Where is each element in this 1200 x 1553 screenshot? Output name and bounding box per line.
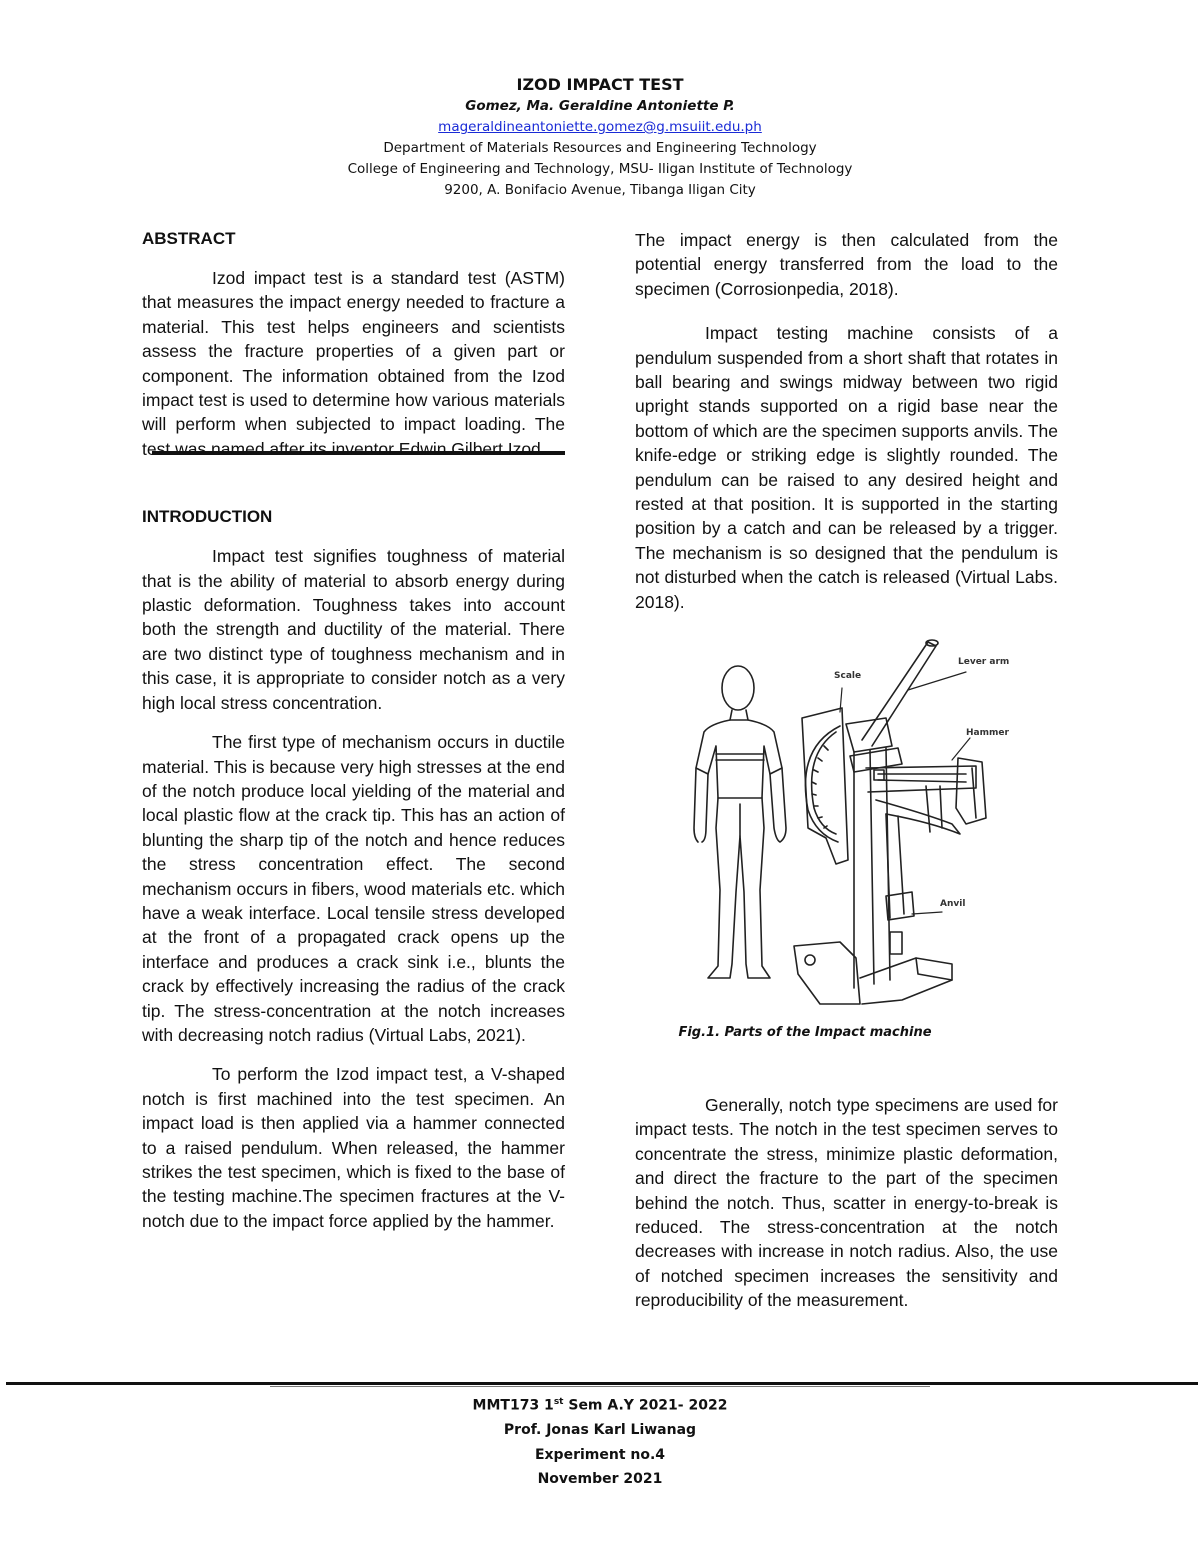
abstract-heading: ABSTRACT bbox=[142, 229, 236, 248]
course-line bbox=[0, 1390, 1200, 1418]
footer-divider bbox=[6, 1382, 1198, 1385]
author-email-link[interactable]: mageraldineantoniette.gomez@g.msuiit.edu.ph bbox=[438, 119, 762, 135]
right-paragraph-2: Impact testing machine consists of a pendulum suspended from a short shaft that rotates in ball bearing and swings midway between two rigid upright stands supported on a rigid base near the bottom of which are the specimen supports anvils. The knife-edge or striking edge is slightly rounded. The pendulum can be raised to any desired height and rested at that position. It is supported in the starting position by a catch and can be released by a trigger. The mechanism is so designed that the pendulum is not disturbed when the catch is released (Virtual Labs. 2018). bbox=[635, 323, 1058, 612]
affiliation-department: Department of Materials Resources and Engineering Technology bbox=[383, 140, 817, 156]
hammer-head bbox=[956, 758, 986, 824]
professor-name: Prof. Jonas Karl Liwanag bbox=[503, 1422, 697, 1439]
introduction-paragraph-3: To perform the Izod impact test, a V-shaped notch is first machined into the test specimen. An impact load is then applied via a hammer connected to a raised pendulum. When released, the hammer strikes the test specimen, which is fixed to the base of the testing machine.The specimen fractures at the V-notch due to the impact force applied by the hammer. bbox=[142, 1064, 565, 1231]
author-name: Gomez, Ma. Geraldine Antoniette P. bbox=[465, 98, 735, 114]
label-lever-arm: Lever arm bbox=[958, 657, 1010, 667]
right-column-lower bbox=[635, 1093, 1058, 1313]
label-anvil: Anvil bbox=[940, 899, 966, 909]
person-head bbox=[722, 666, 754, 710]
introduction-paragraph-1: Impact test signifies toughness of material that is the ability of material to absorb energy during plastic deformation. Toughness takes into account both the strength and ductility of the material. There are two distinct type of toughness mechanism and in this case, it is appropriate to consider notch as a very high local stress concentration. bbox=[142, 546, 565, 713]
affiliation-address: 9200, A. Bonifacio Avenue, Tibanga Iligan City bbox=[444, 182, 756, 198]
scale-plate bbox=[802, 708, 848, 864]
report-date: November 2021 bbox=[537, 1471, 663, 1488]
course-sup: st bbox=[553, 1397, 564, 1407]
label-hammer: Hammer bbox=[966, 728, 1009, 738]
right-paragraph-1: The impact energy is then calculated from the potential energy transferred from the load to the specimen (Corrosionpedia, 2018). bbox=[635, 230, 1058, 299]
impact-machine-illustration bbox=[690, 628, 1010, 1006]
paper-title: IZOD IMPACT TEST bbox=[516, 75, 684, 94]
footer-divider-thin bbox=[270, 1386, 930, 1387]
person-shirt bbox=[696, 720, 782, 798]
base-left bbox=[794, 942, 860, 1004]
right-column bbox=[635, 228, 1058, 614]
label-scale: Scale bbox=[834, 671, 862, 681]
lever-arm bbox=[862, 642, 936, 746]
left-column bbox=[142, 228, 565, 1233]
course-prefix: MMT173 1 bbox=[472, 1397, 554, 1414]
introduction-heading: INTRODUCTION bbox=[142, 507, 273, 527]
abstract-text: Izod impact test is a standard test (ASTM) that measures the impact energy needed to fracture a material. This test helps engineers and scientists assess the fracture properties of a given part or component. The information obtained from the Izod impact test is used to determine how various materials will perform when subjected to impact loading. The test was named after its inventor Edwin Gilbert Izod. bbox=[142, 268, 565, 459]
right-paragraph-3: Generally, notch type specimens are used for impact tests. The notch in the test specimen serves to concentrate the stress, minimize plastic deformation, and direct the fracture to the part of the specimen behind the notch. Thus, scatter in energy-to-break is reduced. The stress-concentration at the notch decreases with increase in notch radius. Also, the use of notched specimen increases the sensitivity and reproducibility of the measurement. bbox=[635, 1095, 1058, 1311]
affiliation-college: College of Engineering and Technology, MSU- Iligan Institute of Technology bbox=[347, 161, 853, 177]
page-footer bbox=[0, 1390, 1200, 1492]
impact-machine-figure bbox=[690, 628, 1010, 1006]
figure-caption: Fig.1. Parts of the Impact machine bbox=[678, 1025, 932, 1040]
experiment-number: Experiment no.4 bbox=[534, 1446, 666, 1463]
paper-header bbox=[0, 74, 1200, 201]
course-suffix: Sem A.Y 2021- 2022 bbox=[563, 1397, 728, 1414]
introduction-paragraph-2: The first type of mechanism occurs in ductile material. This is because very high stresses at the end of the notch produce local yielding of the material and local plastic flow at the crack tip. This has an action of blunting the sharp tip of the notch and hence reduces the stress concentration effect. The second mechanism occurs in fibers, wood materials etc. which have a weak interface. Local tensile stress developed at the front of a propagated crack opens up the interface and produces a crack sink i.e., blunts the crack by effectively increasing the radius of the crack tip. The stress-concentration at the notch increases with decreasing notch radius (Virtual Labs, 2021). bbox=[142, 732, 565, 1045]
